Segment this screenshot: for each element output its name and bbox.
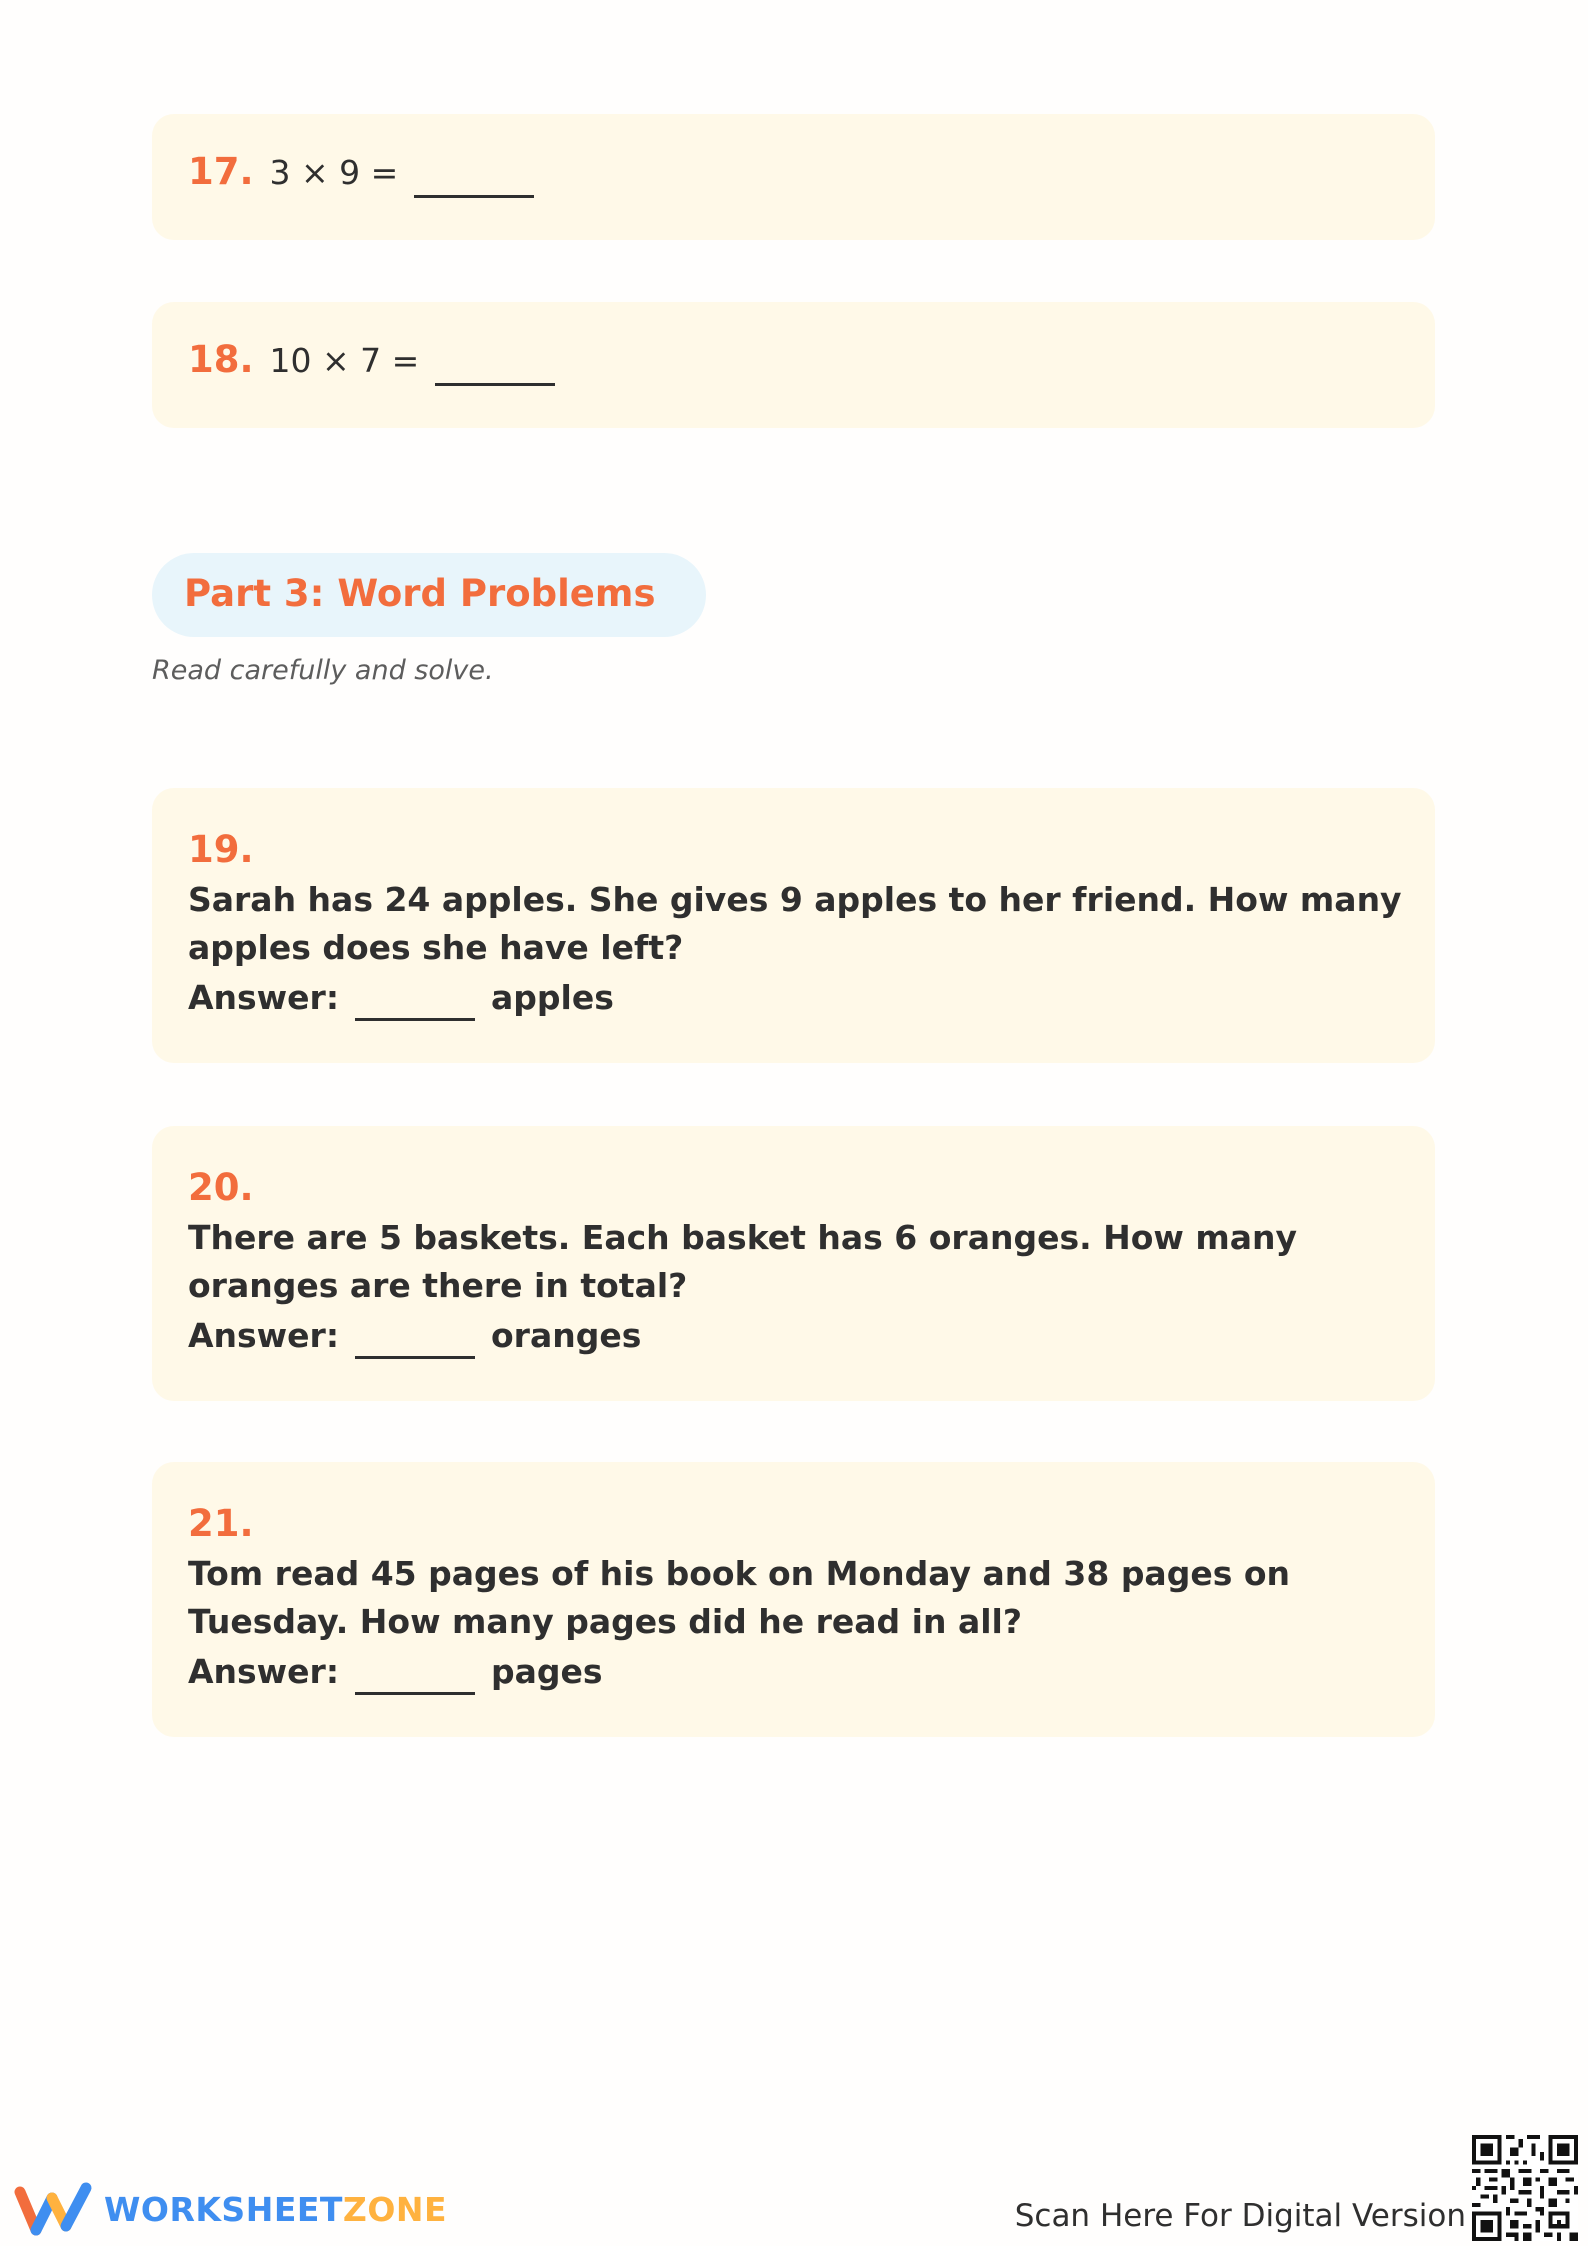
question-number: 17. xyxy=(188,150,254,193)
question-number: 18. xyxy=(188,338,254,381)
word-problem-content xyxy=(188,1498,1408,1696)
answer-row xyxy=(188,974,1408,1022)
answer-row xyxy=(188,1312,1408,1360)
worksheetzone-logo-icon xyxy=(14,2180,94,2236)
answer-label: Answer: xyxy=(188,1316,340,1355)
answer-blank[interactable] xyxy=(414,195,534,198)
answer-label: Answer: xyxy=(188,1652,340,1691)
word-problem-card-20 xyxy=(152,1126,1435,1401)
problem-text: There are 5 baskets. Each basket has 6 oranges. How many oranges are there in total? xyxy=(188,1218,1298,1305)
word-problem-card-19 xyxy=(152,788,1435,1063)
scan-instruction: Scan Here For Digital Version xyxy=(1014,2198,1466,2234)
question-row xyxy=(188,150,534,193)
problem-text: Tom read 45 pages of his book on Monday and 38 pages on Tuesday. How many pages did he read in all? xyxy=(188,1554,1291,1641)
qr-code-icon[interactable] xyxy=(1472,2135,1578,2241)
question-card-17 xyxy=(152,114,1435,240)
answer-blank[interactable] xyxy=(435,383,555,386)
answer-unit: apples xyxy=(491,978,614,1017)
word-problem-content xyxy=(188,1162,1408,1360)
problem-text: Sarah has 24 apples. She gives 9 apples to her friend. How many apples does she have left? xyxy=(188,880,1402,967)
answer-blank[interactable] xyxy=(355,1692,475,1695)
question-expression: 10 × 7 = xyxy=(269,341,420,380)
question-card-18 xyxy=(152,302,1435,428)
brand-name-part2: ZONE xyxy=(342,2190,448,2229)
part-3-title: Part 3: Word Problems xyxy=(184,572,656,615)
question-expression: 3 × 9 = xyxy=(269,153,399,192)
word-problem-content xyxy=(188,824,1408,1022)
brand-name-part1: WORKSHEET xyxy=(104,2190,343,2229)
answer-unit: oranges xyxy=(491,1316,642,1355)
answer-row xyxy=(188,1648,1408,1696)
question-row xyxy=(188,338,555,381)
question-number: 19. xyxy=(188,828,254,871)
word-problem-card-21 xyxy=(152,1462,1435,1737)
answer-blank[interactable] xyxy=(355,1018,475,1021)
question-number: 20. xyxy=(188,1166,254,1209)
part-3-instructions: Read carefully and solve. xyxy=(152,655,494,686)
question-number: 21. xyxy=(188,1502,254,1545)
brand-name xyxy=(104,2190,447,2229)
part-3-heading-pill xyxy=(152,553,706,637)
answer-blank[interactable] xyxy=(355,1356,475,1359)
answer-unit: pages xyxy=(491,1652,603,1691)
answer-label: Answer: xyxy=(188,978,340,1017)
